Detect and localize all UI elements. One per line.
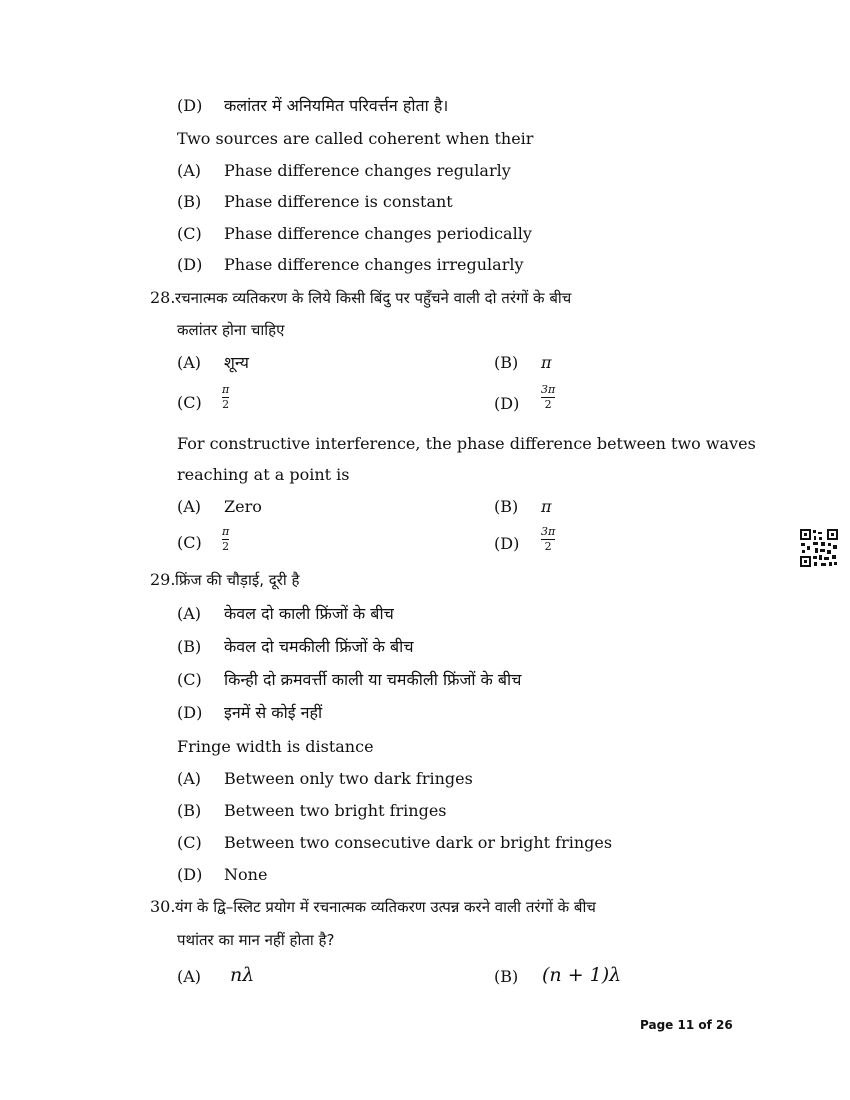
q28-hi-option-d-fraction [541,384,555,411]
fraction-denominator: 2 [222,398,230,411]
q30-option-b-label: (B) [494,967,519,986]
q28-en-option-d-fraction [541,526,555,553]
q28-hi-option-c-fraction [222,384,229,411]
q27-en-question: Two sources are called coherent when their [177,129,534,148]
q28-hi-option-b-label: (B) [494,353,519,372]
q28-en-question-line2: reaching at a point is [177,465,350,484]
q30-hi-question-line1: यंग के द्वि–स्लिट प्रयोग में रचनात्मक व्यतिकरण उत्पन्न करने वाली तरंगों के बीच [175,898,596,916]
q27-en-option-b-label: (B) [177,192,202,211]
q30-number: 30. [150,897,176,916]
q29-en-option-c-text: Between two consecutive dark or bright fringes [224,833,613,852]
q27-hi-option-d-text: कलांतर में अनियमित परिवर्त्तन होता है। [224,96,449,115]
fraction-denominator: 2 [544,540,552,553]
q28-hi-question-line1: रचनात्मक व्यतिकरण के लिये किसी बिंदु पर पहुँचने वाली दो तरंगों के बीच [175,289,572,307]
fraction-denominator: 2 [544,398,552,411]
fraction-numerator: π [222,383,230,396]
q27-en-option-d-label: (D) [177,255,203,274]
q29-en-option-a-label: (A) [177,769,202,788]
q28-en-option-a-label: (A) [177,497,202,516]
q28-en-option-c-fraction [222,526,229,553]
q29-en-question: Fringe width is distance [177,737,374,756]
q29-hi-option-d-label: (D) [177,703,203,722]
q29-en-option-b-label: (B) [177,801,202,820]
q28-hi-question-line2: कलांतर होना चाहिए [177,321,285,339]
q30-option-a-text: nλ [230,964,255,986]
fraction-numerator: 3π [541,383,556,396]
q30-option-b-text: (n + 1)λ [542,964,622,986]
q27-en-option-a-text: Phase difference changes regularly [224,161,511,180]
q27-en-option-c-text: Phase difference changes periodically [224,224,532,243]
q29-hi-option-c-label: (C) [177,670,202,689]
q28-hi-option-b-text: π [541,353,552,372]
q28-hi-option-a-label: (A) [177,353,202,372]
q29-hi-option-b-text: केवल दो चमकीली फ्रिंजों के बीच [224,637,414,656]
qr-code-icon [799,528,839,568]
q29-en-option-b-text: Between two bright fringes [224,801,447,820]
q29-en-option-d-text: None [224,865,268,884]
q29-hi-option-d-text: इनमें से कोई नहीं [224,703,323,722]
q29-en-option-d-label: (D) [177,865,203,884]
q30-hi-question-line2: पथांतर का मान नहीं होता है? [177,931,335,949]
page-number: Page 11 of 26 [640,1018,733,1032]
q29-hi-option-c-text: किन्ही दो क्रमवर्त्ती काली या चमकीली फ्रिंजों के बीच [224,670,522,689]
q29-en-option-a-text: Between only two dark fringes [224,769,473,788]
q27-en-option-d-text: Phase difference changes irregularly [224,255,524,274]
q27-en-option-a-label: (A) [177,161,202,180]
q28-en-option-d-label: (D) [494,534,520,553]
q28-en-option-c-label: (C) [177,533,202,552]
q29-hi-question: फ्रिंज की चौड़ाई, दूरी है [175,571,300,589]
q29-hi-option-a-label: (A) [177,604,202,623]
q29-en-option-c-label: (C) [177,833,202,852]
q27-en-option-b-text: Phase difference is constant [224,192,453,211]
q28-number: 28. [150,288,176,307]
q29-number: 29. [150,570,176,589]
q27-hi-option-d-label: (D) [177,96,203,115]
q28-en-question-line1: For constructive interference, the phase difference between two waves [177,434,756,453]
q29-hi-option-a-text: केवल दो काली फ्रिंजों के बीच [224,604,394,623]
q30-option-a-label: (A) [177,967,202,986]
q29-hi-option-b-label: (B) [177,637,202,656]
fraction-numerator: π [222,525,230,538]
q28-hi-option-c-label: (C) [177,393,202,412]
fraction-denominator: 2 [222,540,230,553]
q28-en-option-a-text: Zero [224,497,262,516]
q28-en-option-b-label: (B) [494,497,519,516]
q27-en-option-c-label: (C) [177,224,202,243]
q28-en-option-b-text: π [541,497,552,516]
q28-hi-option-d-label: (D) [494,394,520,413]
q28-hi-option-a-text: शून्य [224,353,249,372]
fraction-numerator: 3π [541,525,556,538]
